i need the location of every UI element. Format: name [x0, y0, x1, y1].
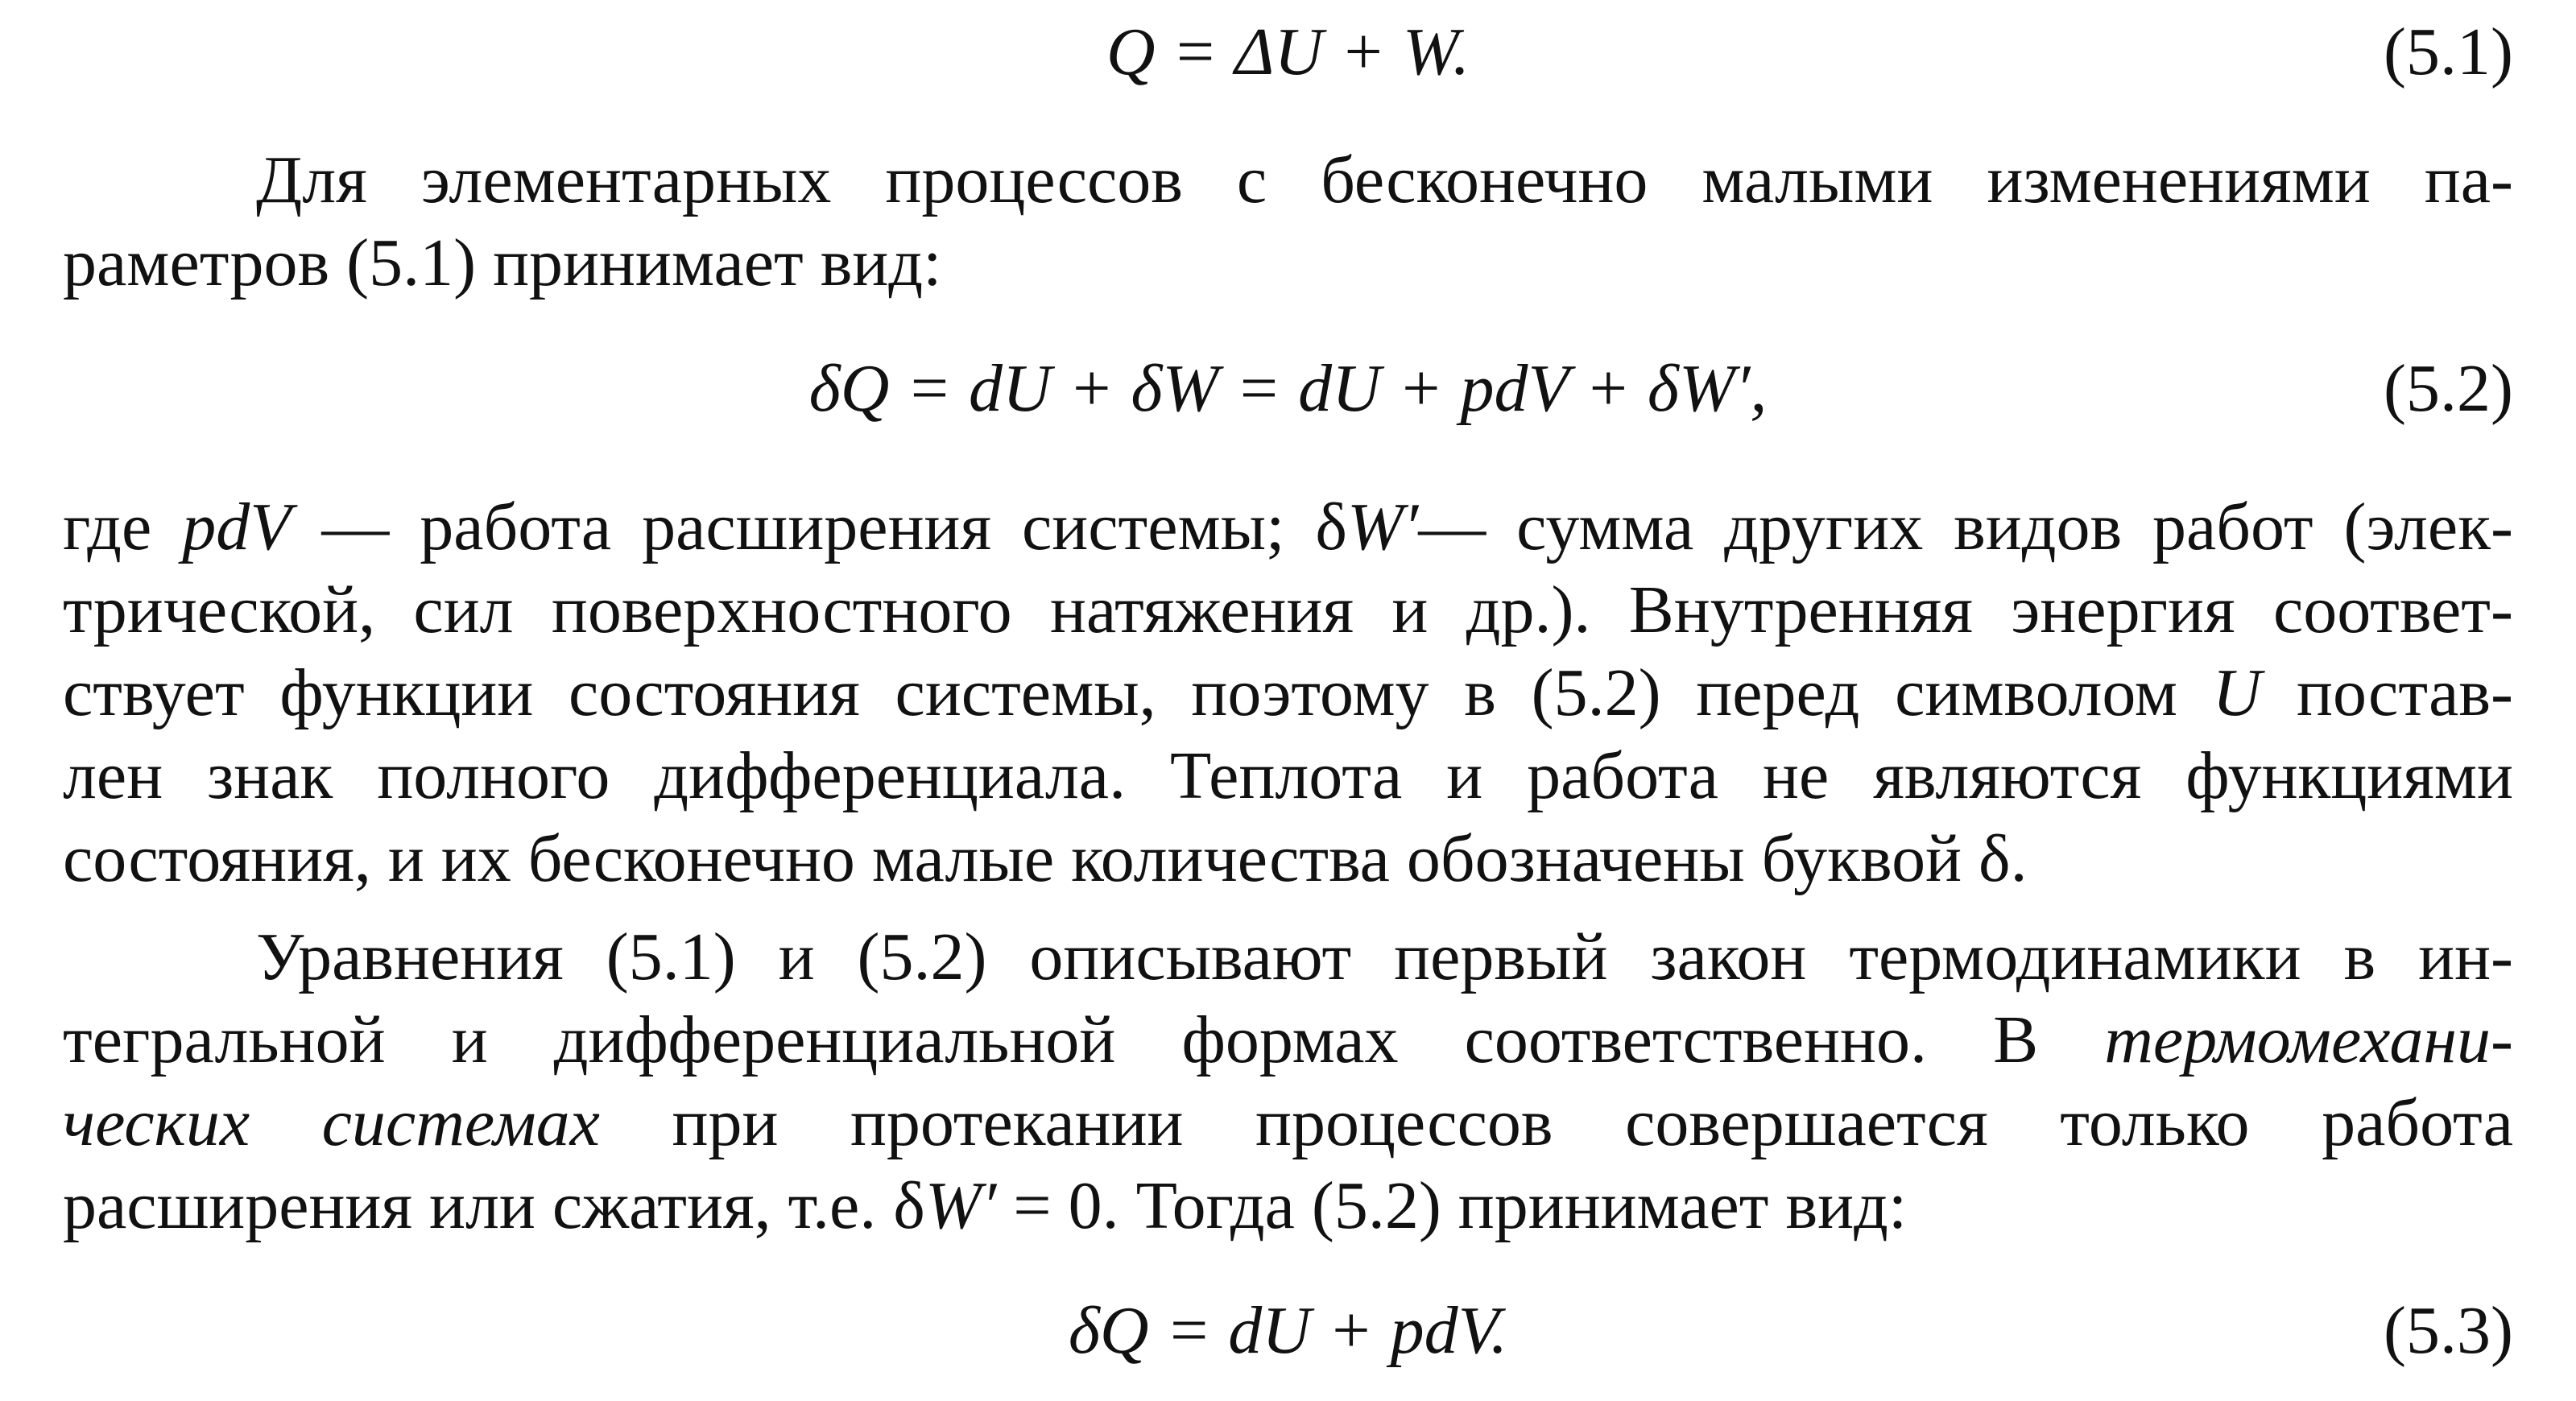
text-line: Для элементарных процессов с бесконечно малыми изменениями па- — [256, 143, 2513, 217]
text-segment: — работа расширения системы; δ — [291, 490, 1347, 564]
text-segment: ствует функции состояния системы, поэтому в (5.2) перед символом — [63, 655, 2213, 730]
equation-number: (5.2) — [2384, 351, 2513, 426]
text-segment: = 0. Тогда (5.2) принимает вид: — [996, 1168, 1908, 1243]
equation-expression: Q = ΔU + W. — [1106, 14, 1470, 89]
text-line — [63, 1164, 2513, 1247]
text-line: Уравнения (5.1) и (5.2) описывают первый закон термодинамики в ин- — [256, 920, 2513, 994]
text-line — [63, 1081, 2513, 1164]
emphasized-term: ческих системах — [63, 1085, 600, 1160]
text-line: трической, сил поверхностного натяжения и др.). Внутренняя энергия соответ- — [63, 572, 2513, 647]
text-segment: постав- — [2261, 655, 2513, 730]
paragraph-internal-energy — [63, 486, 2513, 900]
paragraph-elementary-processes — [63, 138, 2513, 304]
text-segment: при протекании процессов совершается только работа — [599, 1085, 2513, 1160]
emphasized-term: термомехани- — [2104, 1002, 2513, 1077]
text-line: состояния, и их бесконечно малые количества обозначены буквой δ. — [63, 821, 2028, 896]
document-page — [63, 0, 2513, 1401]
text-line — [63, 998, 2513, 1081]
text-segment: тегральной и дифференциальной формах соответственно. В — [63, 1002, 2105, 1077]
math-symbol: U — [2212, 655, 2262, 730]
equation-number: (5.3) — [2384, 1293, 2513, 1368]
equation-expression: δQ = dU + pdV. — [1068, 1293, 1508, 1368]
equation-number: (5.1) — [2384, 14, 2513, 89]
text-line: лен знак полного дифференциала. Теплота и работа не являются функциями — [63, 738, 2513, 813]
math-symbol: pdV — [182, 490, 292, 564]
equation-5-2 — [63, 345, 2513, 433]
text-line: раметров (5.1) принимает вид: — [63, 225, 942, 300]
paragraph-first-law — [63, 915, 2513, 1247]
text-segment: — сумма других видов работ (элек- — [1418, 490, 2514, 564]
math-symbol: W′ — [924, 1168, 997, 1243]
text-line — [63, 651, 2513, 734]
text-segment: расширения или сжатия, т.е. δ — [63, 1168, 925, 1243]
equation-5-1 — [63, 8, 2513, 97]
math-symbol: W′ — [1346, 490, 1419, 564]
equation-expression: δQ = dU + δW = dU + pdV + δW′, — [808, 351, 1768, 426]
text-line — [63, 486, 2513, 568]
equation-5-3 — [63, 1287, 2513, 1375]
text-segment: где — [63, 490, 183, 564]
